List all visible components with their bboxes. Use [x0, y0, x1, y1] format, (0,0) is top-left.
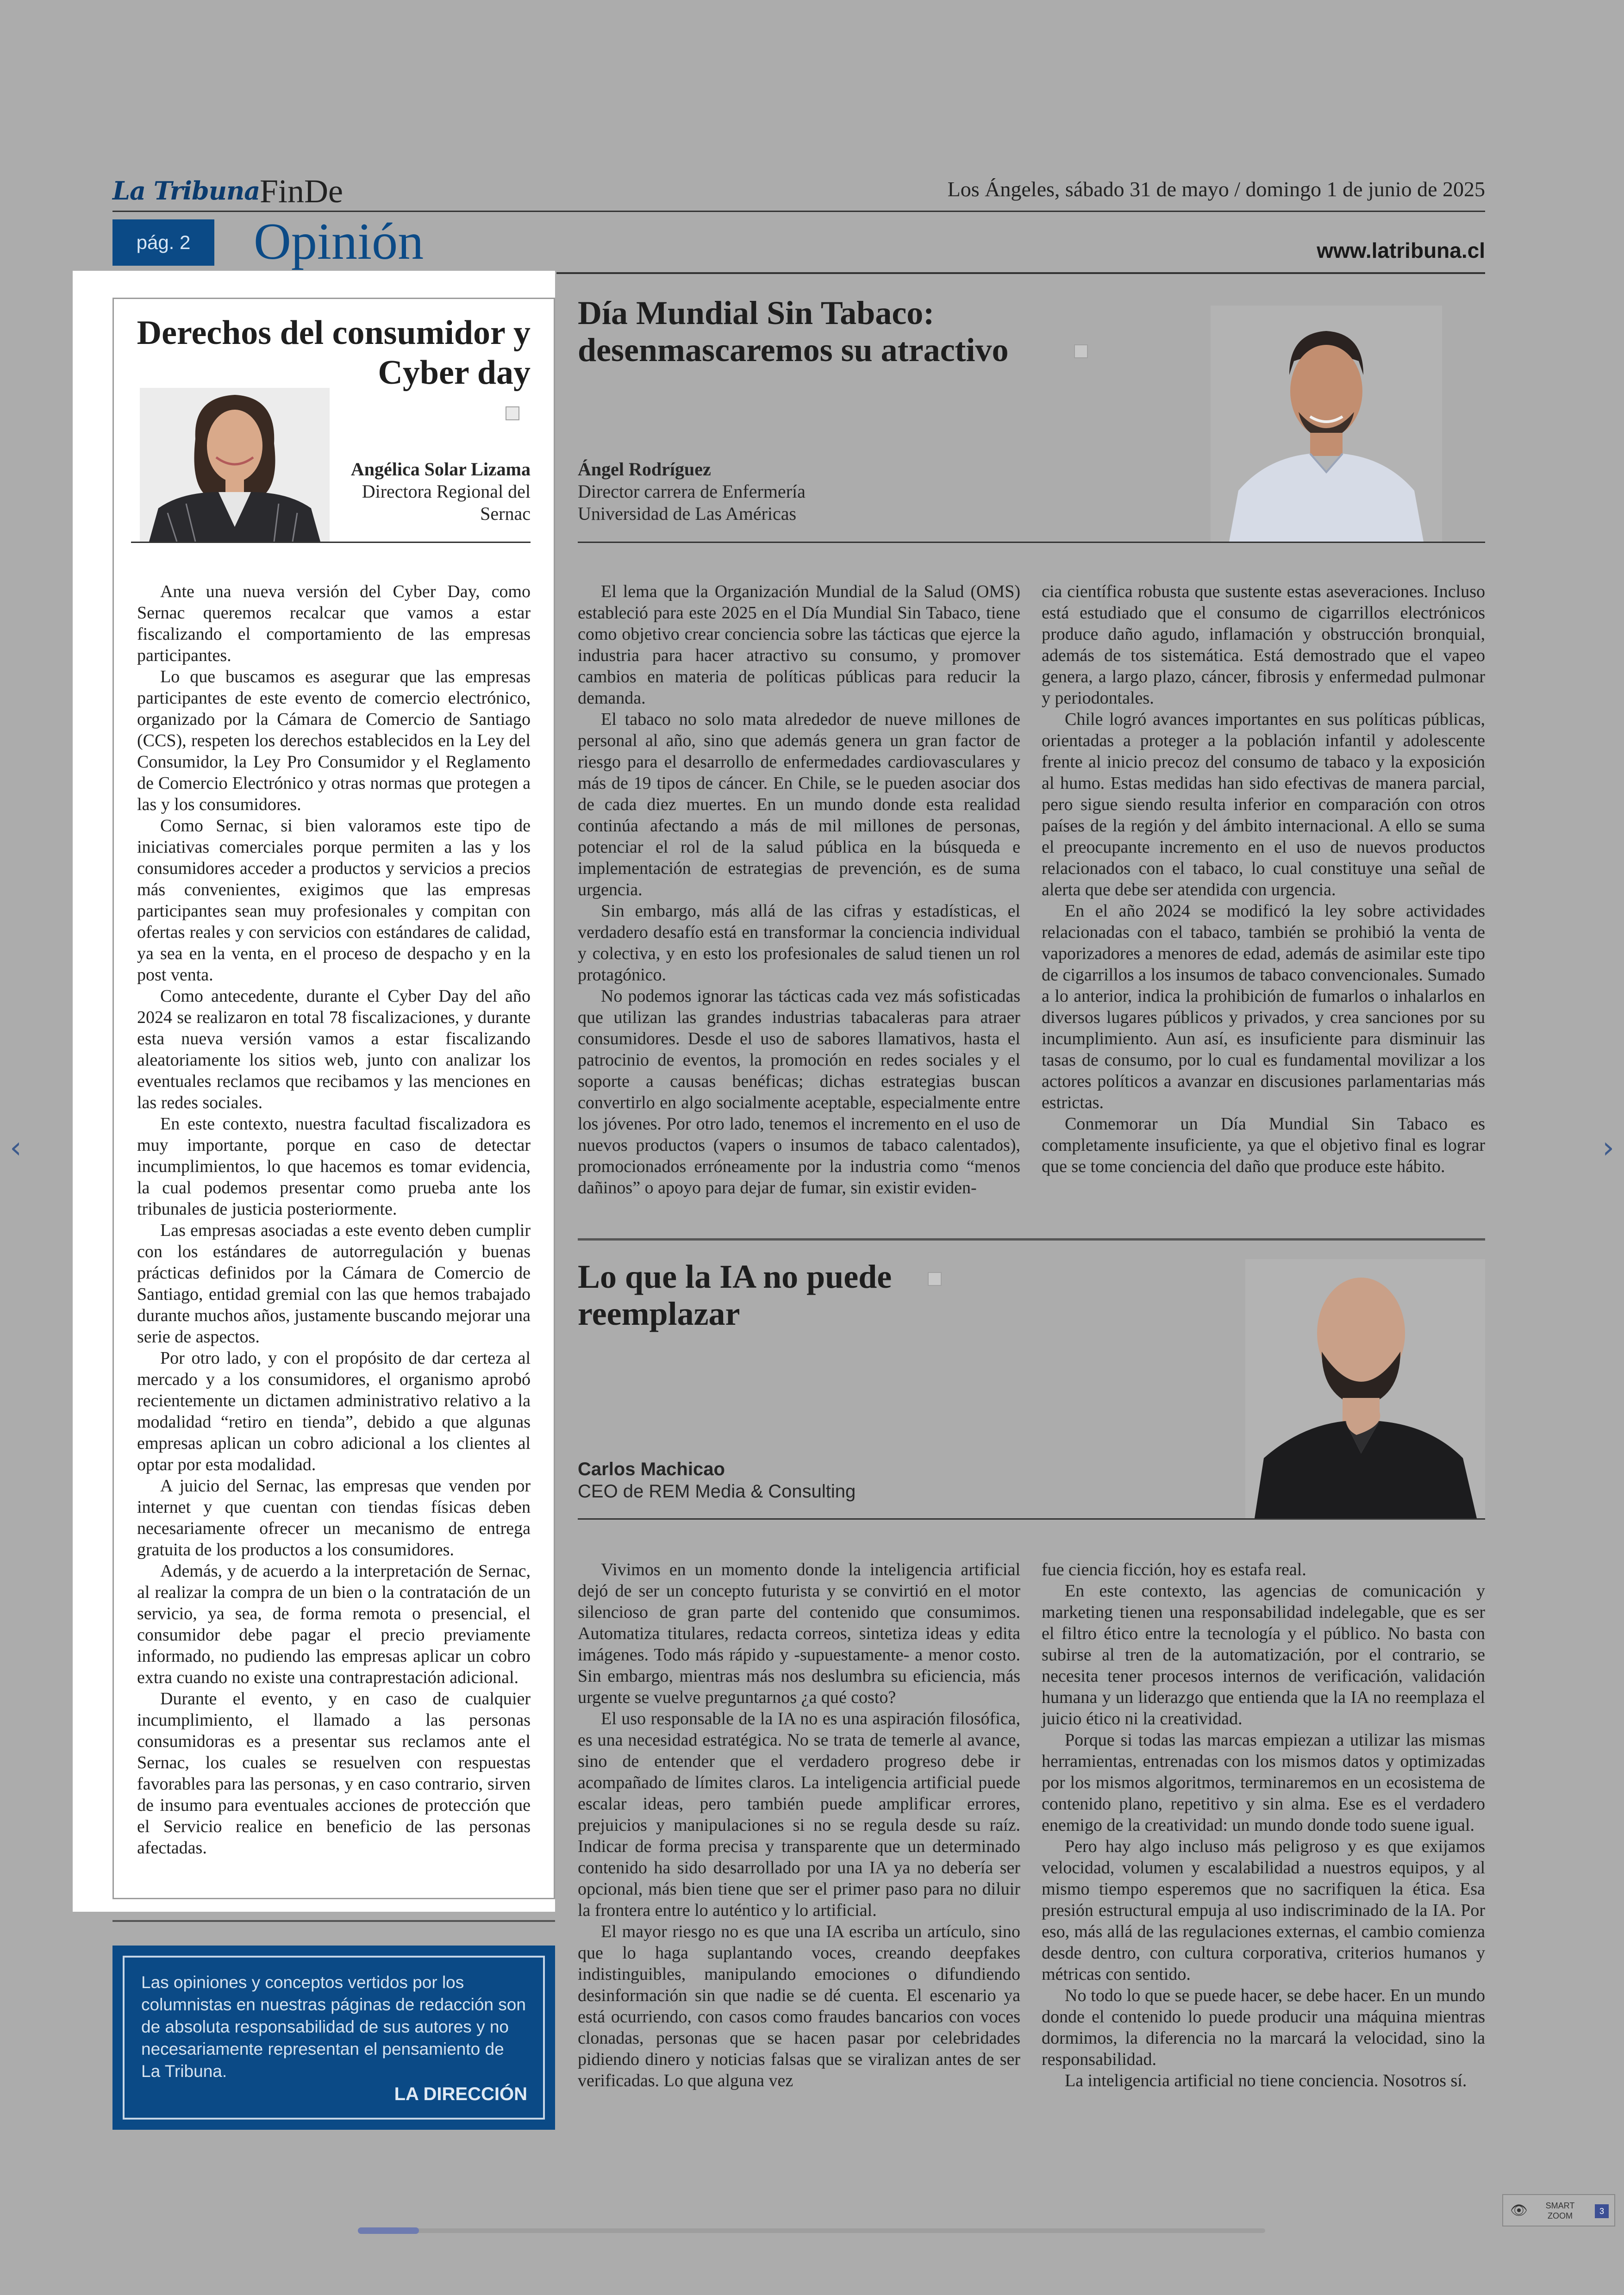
link-marker-icon[interactable] [506, 406, 519, 420]
disclaimer-text: Las opiniones y conceptos vertidos por los columnistas en nuestras páginas de redacción son de absoluta responsabilidad de sus autores y no necesariamente representan el pensamiento de La Tribuna. [141, 1973, 526, 2081]
paragraph: Además, y de acuerdo a la interpretación de Sernac, al realizar la compra de un bien o la contratación de un servicio, ya sea, de forma remota o presencial, el consumidor debe pagar el precio previamente informado, no pudiendo las empresas aplicar un cobro extra cuando no existe una contraprestación adicional. [137, 1561, 531, 1687]
disclaimer-box [112, 1946, 555, 2130]
author-name: Angélica Solar Lizama [350, 459, 531, 480]
article-body-column-1 [578, 1559, 1020, 2091]
author-photo [140, 388, 330, 542]
byline-rule [578, 1518, 1485, 1520]
article-body-column-2 [1042, 1559, 1485, 2091]
paragraph: En este contexto, nuestra facultad fiscalizadora es muy importante, porque en caso de detectar incumplimientos, lo que hacemos es tomar evidencia, la cual podemos presentar como prueba ante los tribunales de justicia posteriormente. [137, 1114, 531, 1219]
paragraph-continued: cia científica robusta que sustente estas aseveraciones. Incluso está estudiado que el consumo de cigarrillos electrónicos produce daño agudo, inflamación y obstrucción bronquial, además de tos sistemática. Está demostrado que el vapeo genera, a largo plazo, cáncer, fibrosis y enfermedad pulmonar y periodontales. [1042, 582, 1485, 708]
paragraph: En este contexto, las agencias de comunicación y marketing tienen una responsabilidad indelegable, que es ser el filtro ético entre la tecnología y el público. No basta con subirse al tren de la automatización, por el contrario, se necesita tener procesos internos de verificación, validación humana y un liderazgo que entienda que la IA no reemplaza el juicio ético ni la creatividad. [1042, 1581, 1485, 1728]
smart-zoom-control[interactable] [1502, 2194, 1615, 2226]
edition-date: Los Ángeles, sábado 31 de mayo / domingo 1 de junio de 2025 [947, 177, 1485, 201]
author-byline [578, 458, 902, 525]
page-number-badge: pág. 2 [112, 219, 214, 266]
header-rule [556, 272, 1485, 274]
paragraph: Ante una nueva versión del Cyber Day, como Sernac queremos recalcar que vamos a estar fiscalizando el comportamiento de las empresas participantes. [137, 582, 531, 665]
smart-zoom-label [1535, 2201, 1586, 2221]
page-scrollbar-thumb[interactable] [358, 2227, 419, 2234]
column-end-rule [112, 1920, 555, 1922]
article-body [137, 581, 531, 1858]
eye-icon: 👁 [1510, 2202, 1528, 2219]
edition-name: FinDe [260, 173, 343, 210]
paragraph: Conmemorar un Día Mundial Sin Tabaco es completamente insuficiente, ya que el objetivo final es lograr que se tome conciencia del daño que produce este hábito. [1042, 1114, 1485, 1176]
paragraph: El tabaco no solo mata alrededor de nueve millones de personal al año, sino que además genera un gran factor de riesgo para el desarrollo de enfermedades cardiovasculares y más de 19 tipos de cáncer. En Chile, se le pueden asociar dos de cada diez muertes. En un mundo donde esta realidad continúa afectando a más de mil millones de personas, potenciar el rol de la salud pública en la búsqueda e implementación de estrategias de prevención, es de suma urgencia. [578, 710, 1020, 899]
paragraph: La inteligencia artificial no tiene conciencia. Nosotros sí. [1065, 2071, 1467, 2090]
author-role: Directora Regional del [362, 481, 531, 502]
page-scrollbar-track[interactable] [358, 2228, 1265, 2233]
paragraph: El mayor riesgo no es que una IA escriba un artículo, sino que lo haga suplantando voces, creando deepfakes indistinguibles, manipulando emociones o difundiendo desinformación sin que nadie se dé cuenta. El escenario ya está ocurriendo, con casos como fraudes bancarios con voces clonadas, personas que se hacen pasar por celebridades pidiendo dinero y noticias falsas que se viralizan antes de ser verificadas. Lo que alguna vez [578, 1922, 1020, 2090]
paragraph: Como Sernac, si bien valoramos este tipo de iniciativas comerciales porque permiten a las y los consumidores acceder a productos y servicios a precios más convenientes, exigimos que las empresas participantes sean muy profesionales y compitan con ofertas reales y con servicios con estándares de calidad, ya sea en la venta, en el proceso de despacho y en la post venta. [137, 816, 531, 985]
disclaimer-signature: LA DIRECCIÓN [394, 2084, 527, 2104]
article-title: Día Mundial Sin Tabaco: desenmascaremos su atractivo [578, 294, 1009, 368]
paragraph: Porque si todas las marcas empiezan a utilizar las mismas herramientas, entrenadas con los mismos datos y optimizadas por los mismos algoritmos, terminaremos en un ecosistema de contenido plano, repetitivo y sin alma. Ese es el verdadero enemigo de la creatividad: un mundo donde todo suene igual. [1042, 1730, 1485, 1835]
masthead [112, 172, 1485, 214]
byline-rule [578, 542, 1485, 543]
author-role: Director carrera de Enfermería [578, 481, 806, 502]
paragraph: Lo que buscamos es asegurar que las empresas participantes de este evento de comercio electrónico, organizado por la Cámara de Comercio de Santiago (CCS), respeten los derechos establecidos en la Ley del Consumidor, la Ley Pro Consumidor y el Reglamento de Comercio Electrónico y otras normas que protegen a las y los consumidores. [137, 667, 531, 814]
article-title: Derechos del consumidor y Cyber day [137, 314, 531, 392]
article-body-column-1 [578, 581, 1020, 1198]
paragraph: No todo lo que se puede hacer, se debe hacer. En un mundo donde el contenido lo puede producir una máquina mientras dormimos, la diferencia no la marcará la velocidad, sino la responsabilidad. [1042, 1986, 1485, 2069]
paragraph: Sin embargo, más allá de las cifras y estadísticas, el verdadero desafío está en transformar la conciencia individual y colectiva, y en esto los profesionales de salud tienen un rol protagónico. [578, 901, 1020, 985]
link-marker-icon[interactable] [1074, 344, 1088, 358]
author-photo [1245, 1259, 1485, 1518]
paragraph: Las empresas asociadas a este evento deben cumplir con los estándares de autorregulación y buenas prácticas definidos por la Cámara de Comercio de Santiago, entidad gremial con las que hemos trabajado durante muchos años, justamente buscando mejorar una serie de aspectos. [137, 1221, 531, 1347]
author-photo [1211, 306, 1442, 542]
disclaimer-frame [123, 1956, 545, 2120]
smart-zoom-button[interactable]: 3 [1595, 2204, 1609, 2218]
smart-zoom-label-line: ZOOM [1548, 2211, 1573, 2220]
paragraph: Pero hay algo incluso más peligroso y es que exijamos velocidad, volumen y escalabilidad a nuestros equipos, y al mismo tiempo esperemos que no sacrifiquen la ética. Esa presión estructural empuja al uso indiscriminado de la IA. Por eso, más allá de las regulaciones externas, el cambio comienza desde dentro, con cultura corporativa, criterios humanos y métricas con sentido. [1042, 1837, 1485, 1984]
smart-zoom-label-line: SMART [1545, 2201, 1575, 2210]
author-role: CEO de REM Media & Consulting [578, 1481, 856, 1502]
paragraph: El lema que la Organización Mundial de la Salud (OMS) estableció para este 2025 en el Día Mundial Sin Tabaco, tiene como objetivo crear conciencia sobre las tácticas que ejerce la industria para hacer atractivo su consumo, y promover cambios en materia de políticas públicas para reducir la demanda. [578, 582, 1020, 708]
next-page-arrow-icon[interactable]: › [1602, 1131, 1614, 1165]
article-body-column-2 [1042, 581, 1485, 1177]
previous-page-arrow-icon[interactable]: ‹ [10, 1131, 22, 1165]
article-separator [578, 1238, 1485, 1241]
author-name: Ángel Rodríguez [578, 459, 711, 480]
article-title: Lo que la IA no puede reemplazar [578, 1258, 892, 1332]
paragraph: Como antecedente, durante el Cyber Day del año 2024 se realizaron en total 78 fiscalizaciones, y durante esta nueva versión vamos a estar fiscalizando aleatoriamente los sitios web, junto con analizar los eventuales reclamos que recibamos y las menciones en las redes sociales. [137, 986, 531, 1112]
author-role: Universidad de Las Américas [578, 503, 797, 524]
author-byline [324, 458, 531, 525]
author-byline [578, 1458, 994, 1503]
link-marker-icon[interactable] [928, 1272, 942, 1286]
author-role: Sernac [480, 503, 531, 524]
newspaper-logo: La Tribuna [112, 176, 260, 206]
paragraph: A juicio del Sernac, las empresas que venden por internet y que cuentan con tiendas físicas deben necesariamente ofrecer un mecanismo de entrega gratuita de los productos a los consumidores. [137, 1476, 531, 1559]
paragraph: El uso responsable de la IA no es una aspiración filosófica, es una necesidad estratégica. No se trata de temerle al avance, sino de entender que el verdadero progreso debe ir acompañado de límites claros. La inteligencia artificial puede escalar ideas, pero también puede amplificar errores, prejuicios y manipulaciones si no se regula desde su raíz. Indicar de forma precisa y transparente que un determinado contenido ha sido desarrollado por una IA ya no debería ser opcional, más bien tiene que ser el primer paso para no diluir la frontera entre lo auténtico y lo artificial. [578, 1709, 1020, 1920]
paragraph: En el año 2024 se modificó la ley sobre actividades relacionadas con el tabaco, también se prohibió la venta de vaporizadores a menores de edad, además de asimilar este tipo de cigarrillos a los insumos de tabaco convencionales. Sumado a lo anterior, indica la prohibición de fumarlos o inhalarlos en diversos lugares públicos y privados, y crea sanciones por su incumplimiento. Aun así, es insuficiente para disminuir las tasas de consumo, por lo cual es fundamental movilizar a los actores políticos a avanzar en discusiones parlamentarias más estrictas. [1042, 901, 1485, 1112]
paragraph: Por otro lado, y con el propósito de dar certeza al mercado y a los consumidores, el organismo aprobó recientemente un dictamen administrativo relativo a la modalidad “retiro en tienda”, debido a que algunas empresas aplican un cobro adicional a los clientes al optar por esta modalidad. [137, 1348, 531, 1474]
author-name: Carlos Machicao [578, 1459, 725, 1479]
paragraph: No podemos ignorar las tácticas cada vez más sofisticadas que utilizan las grandes industrias tabacaleras para atraer consumidores. Desde el uso de sabores llamativos, hasta el patrocinio de eventos, la promoción en redes sociales y el soporte a causas benéficas; dichas estrategias buscan convertirlo en algo socialmente aceptable, especialmente entre los jóvenes. Por otro lado, tenemos el incremento en el uso de nuevos productos (vapers o insumos de tabaco calentados), promocionados erróneamente por la industria como “menos dañinos” o apoyo para dejar de fumar, sin existir eviden- [578, 986, 1020, 1197]
byline-rule [131, 542, 531, 543]
paragraph: Vivimos en un momento donde la inteligencia artificial dejó de ser un concepto futurista y se convirtió en el motor silencioso de gran parte del contenido que consumimos. Automatiza titulares, redacta correos, sintetiza ideas y edita imágenes. Todo más rápido y -supuestamente- a menor costo. Sin embargo, mientras más nos deslumbra su eficiencia, más urgente se vuelve preguntarnos ¿a qué costo? [578, 1560, 1020, 1707]
paragraph: Durante el evento, y en caso de cualquier incumplimiento, el llamado a las personas consumidoras es a presentar sus reclamos ante el Sernac, los cuales se resuelven con respuestas favorables para las personas, y en caso contrario, sirven de insumo para eventuales acciones de protección que el Servicio realice en beneficio de las personas afectadas. [137, 1689, 531, 1858]
section-title: Opinión [254, 213, 424, 270]
website-url[interactable]: www.latribuna.cl [1317, 238, 1485, 262]
paragraph: Chile logró avances importantes en sus políticas públicas, orientadas a proteger a la población infantil y adolescente frente al inicio precoz del consumo de tabaco y la exposición al humo. Estas medidas han sido efectivas de manera parcial, pero sigue siendo resulta inferior en comparación con otros países de la región y del ámbito internacional. A ello se suma el preocupante incremento en el uso de nuevos productos relacionados con el tabaco, lo cual constituye una señal de alerta que debe ser atendida con urgencia. [1042, 710, 1485, 899]
paragraph-continued: fue ciencia ficción, hoy es estafa real. [1042, 1560, 1306, 1579]
